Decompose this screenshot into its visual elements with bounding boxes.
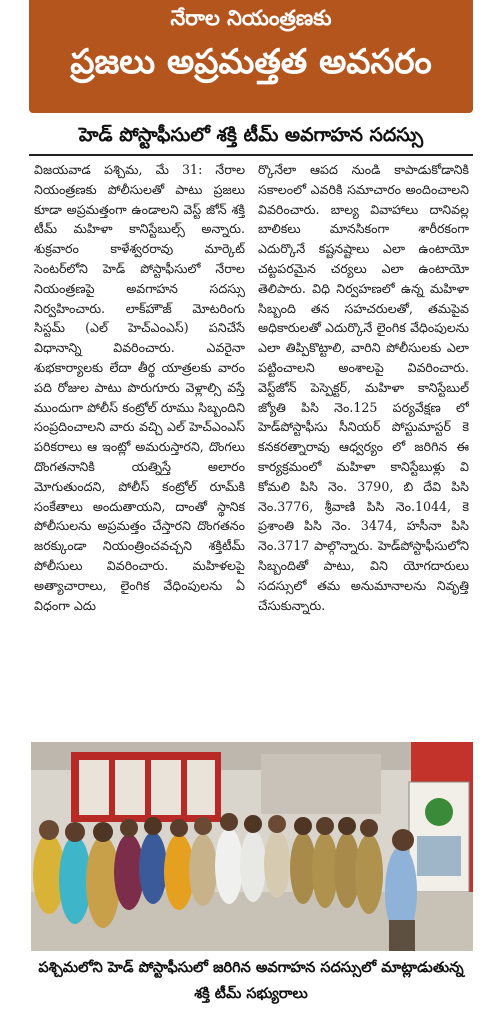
- event-photo: [31, 742, 473, 951]
- body-column-right: [258, 160, 469, 730]
- photo-caption: పశ్చిమలోని హెడ్ పోస్టాఫీసులో జరిగిన అవగాహన సదస్సులో మాట్లాడుతున్న శక్తి టీమ్ సభ్యురాలు: [38, 960, 464, 1002]
- divider: [29, 154, 473, 156]
- body-text-left: విజయవాడ పశ్చిమ, మే 31: నేరాల నియంత్రణకు పోలీసులతో పాటు ప్రజలు కూడా అప్రమత్తంగా ఉండాలని వెస్ట్ జోన్ శక్తి టీమ్ మహిళా కానిస్టేబుల్స్ అన్నారు. శుక్రవారం కాళేశ్వరరావు మార్కెట్ సెంటర్‌లోని హెడ్ పోస్టాఫీసులో నేరాల నియంత్రణపై అవగాహన సదస్సు నిర్వహించారు. లాక్‌హౌజ్ మోటరింగు సిస్టమ్ (ఎల్ హెచ్ఎంఎస్) పనిచేసే విధానాన్ని వివరించారు. ఎవరైనా శుభకార్యాలకు లేదా తీర్థ యాత్రలకు వారం పది రోజుల పాటు పొరుగూరు వెళ్లాల్సి వస్తే ముందుగా పోలీస్ కంట్రోల్ రూము సిబ్బందిని సంప్రదించాలని వారు వచ్చి ఎల్ హెచ్ఎంఎస్ పరికరాలు ఆ ఇంట్లో అమరుస్తారని, దొంగలు దొంగతనానికి యత్నిస్తే అలారం మోగుతుందని, పోలీస్ కంట్రోల్ రూమ్‌కి సంకేతాలు అందుతాయని, దాంతో స్థానిక పోలీసులను అప్రమత్తం చేస్తారని దొంగతనం జరక్కుండా నియంత్రించవచ్చని శక్తిటీమ్ పోలీసులు వివరించారు. మహిళలపై అత్యాచారాలు, లైంగిక వేధింపులను ఏ విధంగా ఎదు: [34, 162, 245, 613]
- event-photo-illustration: [31, 742, 473, 951]
- body-text-right: ర్కొనేలా ఆపద నుండి కాపాడుకోడానికి సకాలంలో ఎవరికి సమాచారం అందించాలని వివరించారు. బాల్య వివాహాలు దానివల్ల బాలికలు మానసికంగా శారీరకంగా ఎదుర్కొనే కష్టనష్టాలు ఎలా ఉంటాయో చట్టపరమైన చర్యలు ఎలా ఉంటాయో తెలిపారు. విధి నిర్వహణలో ఉన్న మహిళా సిబ్బంది తన సహచరులతో, తమపైవ అధికారులతో ఎదుర్కొనే లైంగిక వేధింపులను ఎలా తిప్పికొట్టాలి, వారిని పోలీసులకు ఎలా పట్టించాలని అంశాలపై వివరించారు. వెస్ట్‌జోన్ పెస్పెక్టర్, మహిళా కానిస్టేబుల్ జ్యోతి పిసి నెం.125 పర్యవేక్షణ లో హెడ్‌పోస్టాఫీసు సీనియర్ పోస్టుమాస్టర్ కె కనకరత్నారావు ఆధ్వర్యం లో జరిగిన ఈ కార్యక్రమంలో మహిళా కానిస్టేబుళ్లు వి కోమలి పిసి నెం. 3790, బి దేవి పిసి నెం.3776, శ్రీవాణి పిసి నెం.1044, కె ప్రశాంతి పిసి నెం. 3474, హసీనా పిసి నెం.3717 పాల్గొన్నారు. హెడ్‌పోస్టాఫీసులోని సిబ్బందితో పాటు, విని యోగదారులు సదస్సులో తమ అనుమానాలను నివృత్తి చేసుకున్నారు.: [258, 162, 469, 613]
- kicker: నేరాల నియంత్రణకు: [170, 6, 332, 30]
- headline: ప్రజలు అప్రమత్తత అవసరం: [70, 42, 432, 82]
- body-column-left: [34, 160, 245, 730]
- headline-banner: [29, 0, 473, 113]
- subheadline: హెడ్ పోస్టాఫీసులో శక్తి టీమ్ అవగాహన సదస్సు: [78, 124, 424, 146]
